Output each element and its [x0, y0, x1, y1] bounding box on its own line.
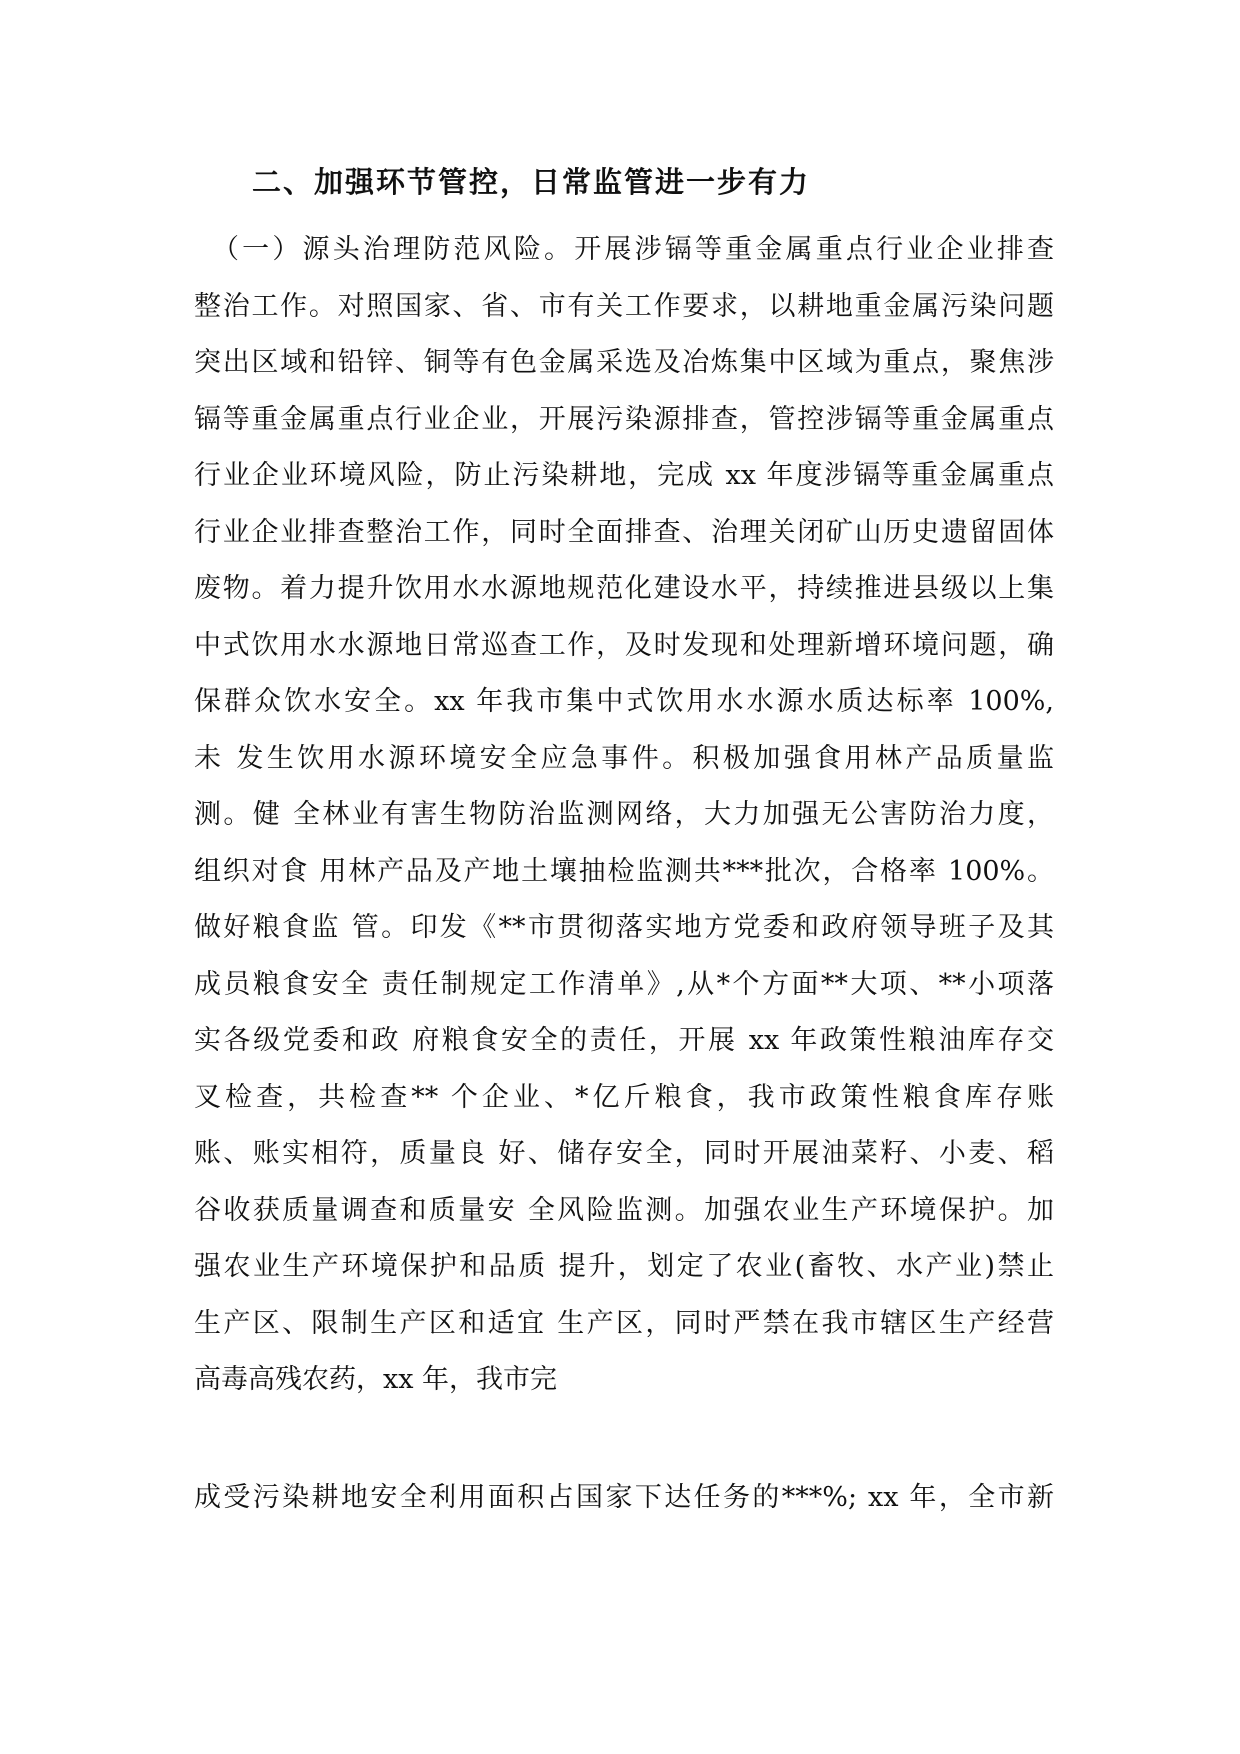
paragraph-line: 账、账实相符，质量良 好、储存安全，同时开展油菜籽、小麦、稻 [194, 1138, 1054, 1169]
paragraph-line: 中式饮用水水源地日常巡查工作，及时发现和处理新增环境问题，确 [194, 629, 1054, 661]
paragraph-line: （一）源头治理防范风险。开展涉镉等重金属重点行业企业排查 [212, 234, 1054, 265]
paragraph-line: 废物。着力提升饮用水水源地规范化建设水平，持续推进县级以上集 [194, 573, 1054, 604]
paragraph-line: 保群众饮水安全。xx 年我市集中式饮用水水源水质达标率 100%, [194, 686, 1054, 717]
paragraph-line: 镉等重金属重点行业企业，开展污染源排查，管控涉镉等重金属重点 [194, 403, 1054, 435]
paragraph-line: 行业企业排查整治工作，同时全面排查、治理关闭矿山历史遗留固体 [194, 516, 1054, 548]
paragraph-line: 叉检查，共检查** 个企业、*亿斤粮食，我市政策性粮食库存账 [194, 1081, 1054, 1113]
paragraph-line: 成员粮食安全 责任制规定工作清单》,从*个方面**大项、**小项落 [194, 968, 1054, 1000]
paragraph-line: 突出区域和铅锌、铜等有色金属采选及冶炼集中区域为重点，聚焦涉 [194, 347, 1054, 378]
paragraph-line: 做好粮食监 管。印发《**市贯彻落实地方党委和政府领导班子及其 [194, 912, 1054, 943]
body-paragraph [194, 222, 1054, 1409]
paragraph-line: 未 发生饮用水源环境安全应急事件。积极加强食用林产品质量监 [194, 742, 1054, 774]
continuation-line: 成受污染耕地安全利用面积占国家下达任务的***%; xx 年，全市新 [194, 1482, 1054, 1513]
paragraph-line: 行业企业环境风险，防止污染耕地，完成 xx 年度涉镉等重金属重点 [194, 460, 1054, 491]
paragraph-line: 组织对食 用林产品及产地土壤抽检监测共***批次，合格率 100%。 [194, 855, 1054, 887]
paragraph-line: 测。健 全林业有害生物防治监测网络，大力加强无公害防治力度， [194, 799, 1054, 830]
paragraph-line: 强农业生产环境保护和品质 提升，划定了农业(畜牧、水产业)禁止 [194, 1251, 1054, 1282]
paragraph-line: 谷收获质量调查和质量安 全风险监测。加强农业生产环境保护。加 [194, 1194, 1054, 1226]
paragraph-line: 实各级党委和政 府粮食安全的责任，开展 xx 年政策性粮油库存交 [194, 1025, 1054, 1056]
paragraph-line: 整治工作。对照国家、省、市有关工作要求，以耕地重金属污染问题 [194, 290, 1054, 322]
paragraph-line: 生产区、限制生产区和适宜 生产区，同时严禁在我市辖区生产经营 [194, 1307, 1054, 1339]
section-heading: 二、加强环节管控，日常监管进一步有力 [252, 165, 811, 199]
paragraph-line: 高毒高残农药，xx 年，我市完 [194, 1364, 558, 1395]
